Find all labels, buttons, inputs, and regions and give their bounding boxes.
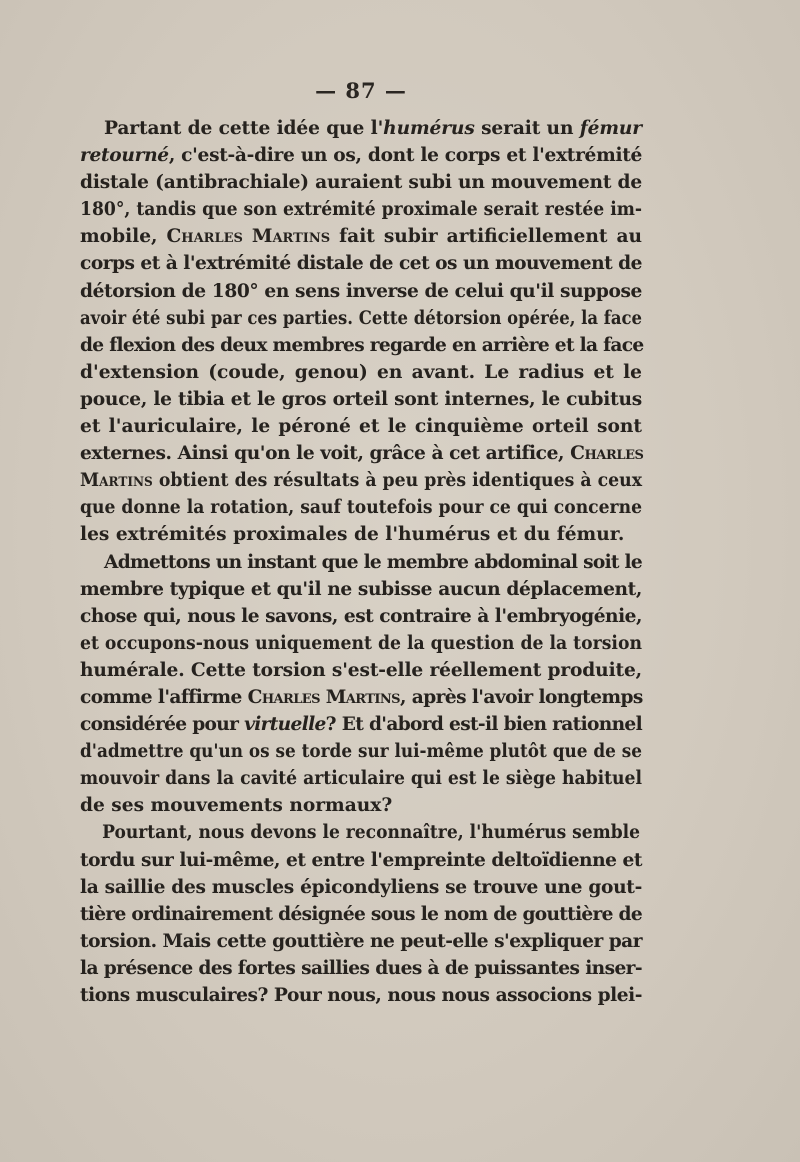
text-line: avoir été subi par ces parties. Cette détorsion opérée, la face <box>80 307 643 329</box>
text-line: mobile, Charles Martins fait subir artificiellement au <box>80 226 643 248</box>
text-line: comme l'affirme Charles Martins, après l'avoir longtemps <box>80 686 643 708</box>
page-number: — 87 — <box>315 78 407 103</box>
text-line: torsion. Mais cette gouttière ne peut-elle s'expliquer par <box>80 930 642 952</box>
text-line: Pourtant, nous devons le reconnaître, l'humérus semble <box>102 822 641 844</box>
text-line: la saillie des muscles épicondyliens se trouve une gout- <box>80 876 642 898</box>
text-line: d'extension (coude, genou) en avant. Le radius et le <box>80 361 642 383</box>
text-line: chose qui, nous le savons, est contraire à l'embryogénie, <box>80 605 642 627</box>
text-line: tions musculaires? Pour nous, nous nous associons plei- <box>80 985 642 1006</box>
text-line: mouvoir dans la cavité articulaire qui est le siège habituel <box>80 768 643 790</box>
text-line: retourné, c'est-à-dire un os, dont le corps et l'extrémité <box>80 145 642 167</box>
text-line: Partant de cette idée que l'humérus serait un fémur <box>104 118 642 139</box>
paragraph-2 <box>80 549 642 820</box>
text-line: Martins obtient des résultats à peu près identiques à ceux <box>80 470 643 492</box>
paragraph-3 <box>80 819 642 1009</box>
text-line: tière ordinairement désignée sous le nom de gouttière de <box>80 903 642 925</box>
paragraph-1 <box>80 115 642 549</box>
text-line: que donne la rotation, sauf toutefois pour ce qui concerne <box>80 497 643 519</box>
text-line: corps et à l'extrémité distale de cet os un mouvement de <box>80 253 642 275</box>
text-line: considérée pour virtuelle? Et d'abord est-il bien rationnel <box>80 714 642 736</box>
text-line: d'admettre qu'un os se torde sur lui-même plutôt que de se <box>80 741 642 763</box>
text-line: et l'auriculaire, le péroné et le cinquième orteil sont <box>80 416 642 438</box>
text-line: les extrémités proximales de l'humérus et du fémur. <box>80 524 625 546</box>
text-line: humérale. Cette torsion s'est-elle réellement produite, <box>80 659 642 681</box>
text-line: pouce, le tibia et le gros orteil sont internes, le cubitus <box>80 388 642 410</box>
text-line: de flexion des deux membres regarde en arrière et la face <box>80 334 644 356</box>
text-line: détorsion de 180° en sens inverse de celui qu'il suppose <box>80 280 642 302</box>
text-line: la présence des fortes saillies dues à de puissantes inser- <box>80 957 642 979</box>
text-line: distale (antibrachiale) auraient subi un mouvement de <box>80 172 642 194</box>
text-line: 180°, tandis que son extrémité proximale serait restée im- <box>80 199 643 221</box>
text-line: externes. Ainsi qu'on le voit, grâce à cet artifice, Charles <box>80 443 644 465</box>
text-line: tordu sur lui-même, et entre l'empreinte deltoïdienne et <box>80 849 642 871</box>
text-line: Admettons un instant que le membre abdominal soit le <box>104 551 642 573</box>
text-line: et occupons-nous uniquement de la question de la torsion <box>80 632 642 654</box>
text-line: de ses mouvements normaux? <box>80 795 393 817</box>
text-line: membre typique et qu'il ne subisse aucun déplacement, <box>80 578 642 600</box>
body-text <box>80 115 642 1009</box>
